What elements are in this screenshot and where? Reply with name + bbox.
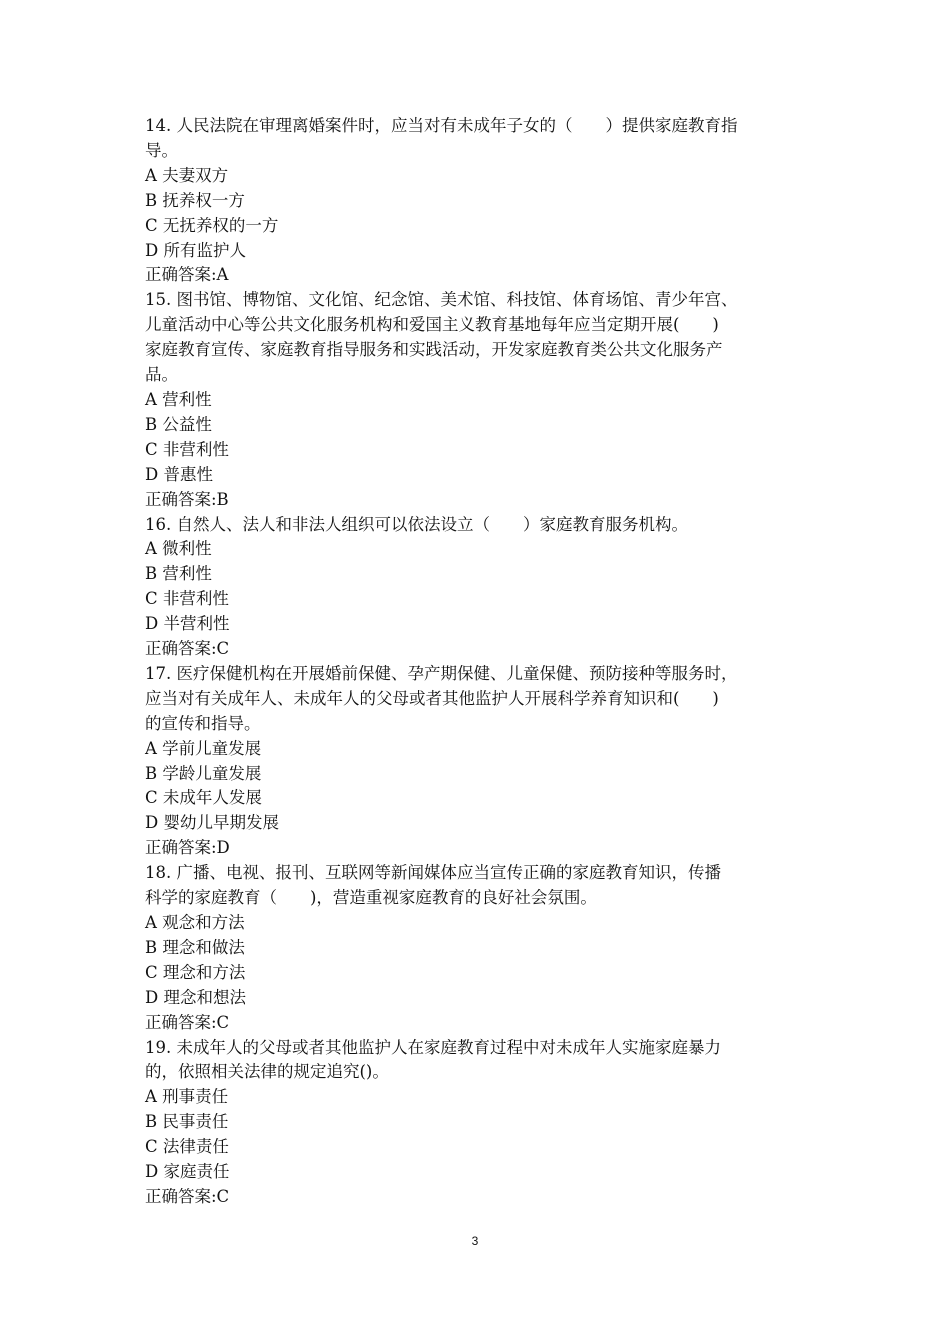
option-d: D 普惠性: [145, 464, 213, 484]
option-b: B 公益性: [145, 414, 212, 434]
question-stem-line: 应当对有关成年人、未成年人的父母或者其他监护人开展科学养育知识和( ): [145, 688, 719, 708]
option-a: A 学前儿童发展: [145, 738, 262, 758]
option-d: D 半营利性: [145, 614, 230, 634]
question-18: [145, 861, 815, 1035]
option-a: A 夫妻双方: [145, 165, 229, 185]
option-c: C 非营利性: [145, 589, 229, 609]
option-b: B 民事责任: [145, 1112, 229, 1132]
option-a: A 营利性: [145, 389, 212, 409]
option-a: A 观念和方法: [145, 913, 245, 932]
option-d: D 所有监护人: [145, 240, 246, 260]
option-b: B 学龄儿童发展: [145, 763, 262, 783]
question-stem-line: 17. 医疗保健机构在开展婚前保健、孕产期保健、儿童保健、预防接种等服务时，: [145, 663, 738, 683]
option-d: D 理念和想法: [145, 987, 246, 1007]
option-c: C 非营利性: [145, 439, 229, 459]
option-a: A 刑事责任: [145, 1087, 229, 1107]
correct-answer: 正确答案:C: [145, 1186, 230, 1206]
question-stem-line: 19. 未成年人的父母或者其他监护人在家庭教育过程中对未成年人实施家庭暴力: [145, 1037, 721, 1057]
question-stem-line: 18. 广播、电视、报刊、互联网等新闻媒体应当宣传正确的家庭教育知识，传播: [145, 863, 721, 883]
option-d: D 家庭责任: [145, 1162, 230, 1182]
question-stem-line: 14. 人民法院在审理离婚案件时，应当对有未成年子女的（ ）提供家庭教育指: [145, 116, 738, 135]
question-stem-line: 科学的家庭教育（ )，营造重视家庭教育的良好社会氛围。: [145, 888, 597, 908]
option-b: B 抚养权一方: [145, 190, 245, 210]
question-stem-line: 16. 自然人、法人和非法人组织可以依法设立（ ）家庭教育服务机构。: [145, 514, 688, 534]
option-c: C 理念和方法: [145, 962, 246, 982]
option-a: A 微利性: [145, 539, 212, 559]
question-stem-line: 15. 图书馆、博物馆、文化馆、纪念馆、美术馆、科技馆、体育场馆、青少年宫、: [145, 290, 738, 310]
correct-answer: 正确答案:C: [145, 1012, 230, 1032]
question-stem-line: 的，依照相关法律的规定追究()。: [145, 1062, 389, 1082]
page-number: 3: [471, 1234, 479, 1248]
question-stem-line: 的宣传和指导。: [145, 713, 261, 733]
correct-answer: 正确答案:B: [145, 489, 229, 509]
option-c: C 法律责任: [145, 1137, 229, 1157]
correct-answer: 正确答案:A: [145, 265, 229, 285]
question-19: [145, 1036, 815, 1210]
option-b: B 营利性: [145, 564, 212, 584]
option-c: C 未成年人发展: [145, 788, 262, 808]
option-d: D 婴幼儿早期发展: [145, 813, 279, 833]
question-17: [145, 662, 815, 861]
question-14: [145, 114, 815, 288]
correct-answer: 正确答案:D: [145, 838, 230, 858]
question-stem-line: 儿童活动中心等公共文化服务机构和爱国主义教育基地每年应当定期开展( ): [145, 315, 719, 335]
question-list: [145, 114, 815, 1210]
option-b: B 理念和做法: [145, 937, 245, 957]
question-16: [145, 513, 815, 662]
correct-answer: 正确答案:C: [145, 639, 230, 659]
question-stem-line: 导。: [145, 140, 178, 160]
question-stem-line: 家庭教育宣传、家庭教育指导服务和实践活动，开发家庭教育类公共文化服务产: [145, 340, 723, 360]
question-stem-line: 品。: [145, 365, 178, 385]
question-15: [145, 288, 815, 512]
option-c: C 无抚养权的一方: [145, 215, 279, 235]
